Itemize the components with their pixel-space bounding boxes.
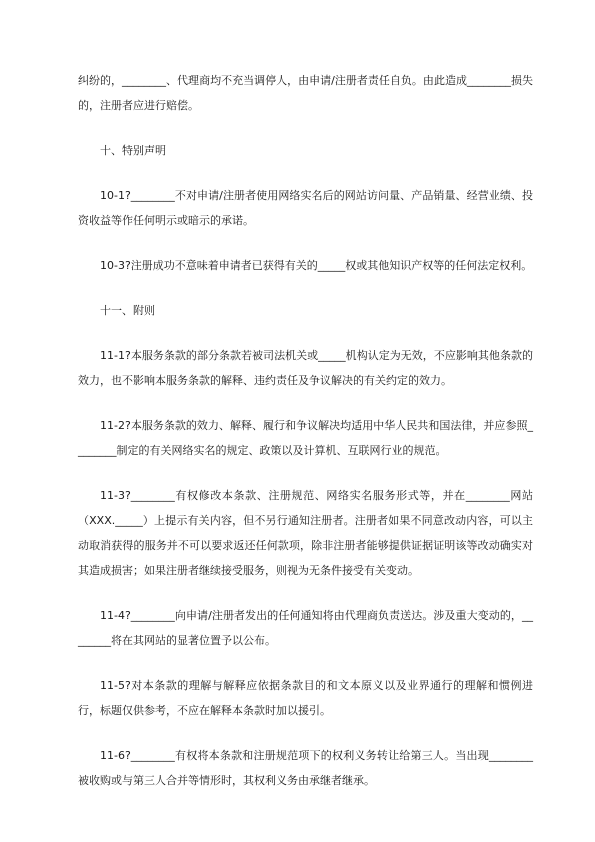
clause-11-4: 11-4?________向申请/注册者发出的任何通知将由代理商负责送达。涉及重大变动的，________将在其网站的显著位置予以公布。 [78,609,533,647]
paragraph-dispute-liability: 纠纷的，________、代理商均不充当调停人，由申请/注册者责任自负。由此造成________损失的，注册者应进行赔偿。 [78,74,533,112]
clause-10-1: 10-1?________不对申请/注册者使用网络实名后的网站访问量、产品销量、经营业绩、投资收益等作任何明示或暗示的承诺。 [78,189,533,227]
clause-10-3: 10-3?注册成功不意味着申请者已获得有关的_____权或其他知识产权等的任何法定权利。 [100,259,533,272]
clause-11-5: 11-5?对本条款的理解与解释应依据条款目的和文本原义以及业界通行的理解和惯例进行，标题仅供参考，不应在解释本条款时加以援引。 [78,679,533,717]
section-heading-supplementary: 十一、附则 [100,304,155,317]
clause-11-3: 11-3?________有权修改本条款、注册规范、网络实名服务形式等，并在________网站（XXX._____）上提示有关内容，但不另行通知注册者。注册者如果不同意改动内容，可以主动取消获得的服务并不可以要求返还任何款项，除非注册者能够提供证据证明该等改动确实对其造成损害；如果注册者继续接受服务，则视为无条件接受有关变动。 [78,489,533,577]
section-heading-special-statement: 十、特别声明 [100,144,166,157]
clause-11-2: 11-2?本服务条款的效力、解释、履行和争议解决均适用中华人民共和国法律，并应参照________制定的有关网络实名的规定、政策以及计算机、互联网行业的规范。 [78,419,533,457]
clause-11-1: 11-1?本服务条款的部分条款若被司法机关或_____机构认定为无效，不应影响其他条款的效力，也不影响本服务条款的解释、违约责任及争议解决的有关约定的效力。 [78,349,533,387]
document-body [78,68,533,793]
clause-11-6: 11-6?________有权将本条款和注册规范项下的权利义务转让给第三人。当出现________被收购或与第三人合并等情形时，其权利义务由承继者继承。 [78,749,533,787]
